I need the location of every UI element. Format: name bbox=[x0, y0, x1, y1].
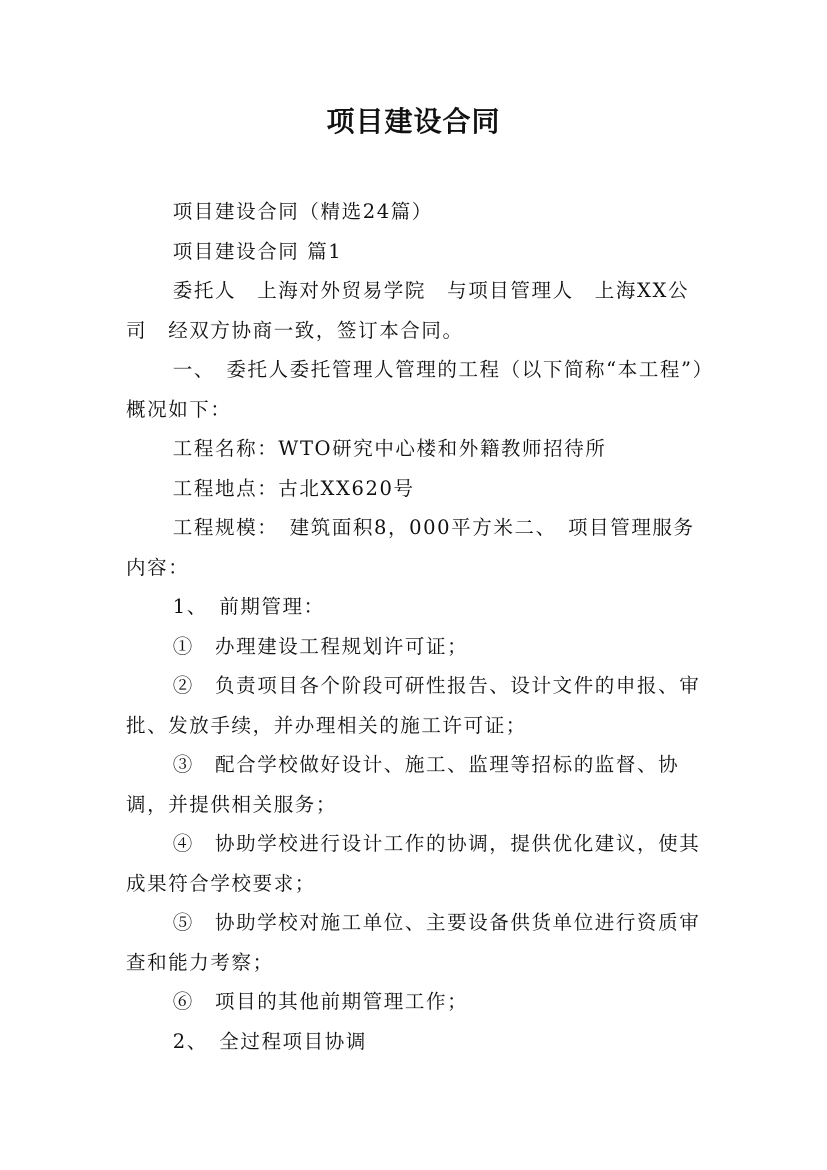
paragraph-subitem-2: ② 负责项目各个阶段可研性报告、设计文件的申报、审批、发放手续，并办理相关的施工许可证； bbox=[126, 674, 701, 737]
paragraph-item-2: 2、 全过程项目协调 bbox=[172, 1029, 367, 1053]
paragraph-subitem-4: ④ 协助学校进行设计工作的协调，提供优化建议，使其成果符合学校要求； bbox=[126, 832, 701, 895]
paragraph-subtitle: 项目建设合同（精选24篇） bbox=[172, 200, 433, 223]
paragraph-project-name: 工程名称：WTO研究中心楼和外籍教师招待所 bbox=[172, 437, 607, 460]
paragraph-section-heading: 项目建设合同 篇1 bbox=[172, 239, 343, 263]
document-title: 项目建设合同 bbox=[326, 105, 501, 138]
paragraph-subitem-6: ⑥ 项目的其他前期管理工作； bbox=[172, 990, 469, 1013]
paragraph-clause-one: 一、 委托人委托管理人管理的工程（以下简称“本工程”）概况如下： bbox=[126, 358, 704, 421]
paragraph-parties: 委托人 上海对外贸易学院 与项目管理人 上海XX公司 经双方协商一致，签订本合同。 bbox=[126, 279, 690, 342]
paragraph-subitem-3: ③ 配合学校做好设计、施工、监理等招标的监督、协调，并提供相关服务； bbox=[126, 753, 680, 816]
paragraph-project-scale: 工程规模： 建筑面积8，000平方米二、 项目管理服务内容： bbox=[126, 516, 695, 579]
paragraph-subitem-1: ① 办理建设工程规划许可证； bbox=[172, 634, 469, 658]
document-body bbox=[126, 192, 706, 1061]
paragraph-project-location: 工程地点：古北XX620号 bbox=[172, 476, 415, 500]
paragraph-item-1: 1、 前期管理： bbox=[172, 595, 325, 618]
paragraph-subitem-5: ⑤ 协助学校对施工单位、主要设备供货单位进行资质审查和能力考察； bbox=[126, 911, 701, 974]
